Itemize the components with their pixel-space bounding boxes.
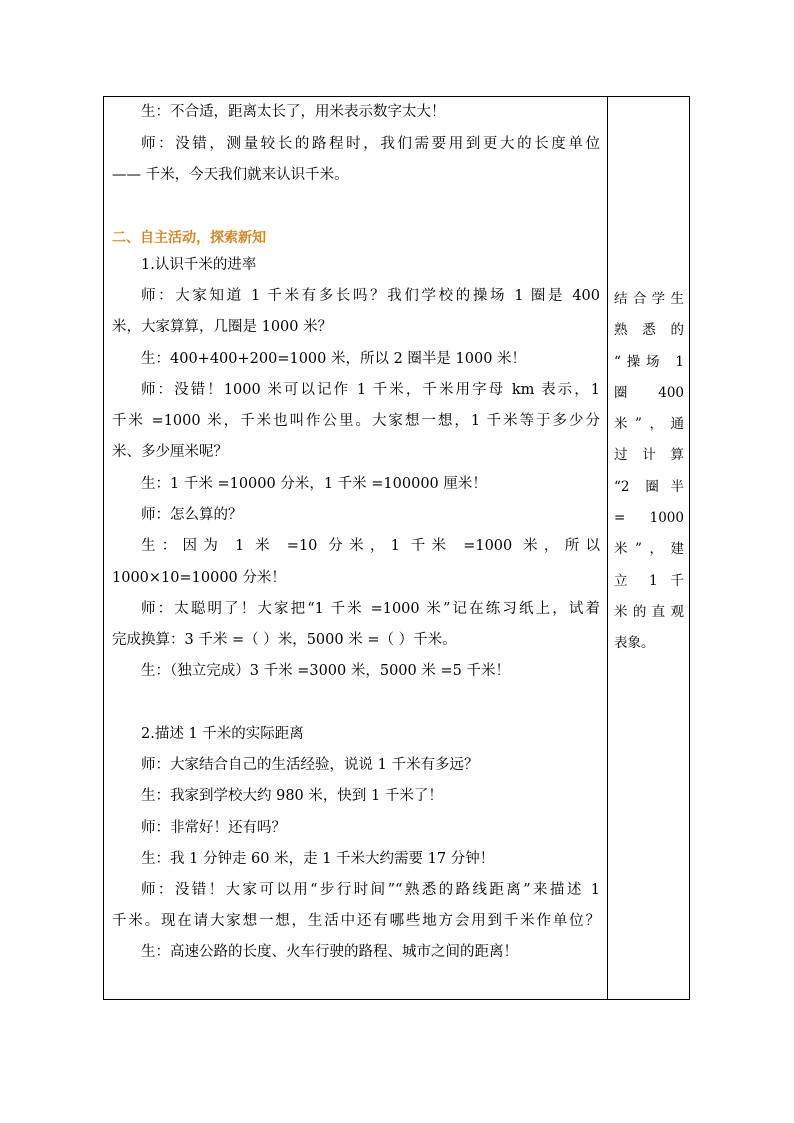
note-line: 米”，通 bbox=[614, 416, 684, 432]
dialogue-line: 米、多少厘米呢？ bbox=[112, 444, 228, 460]
note-line: 立 1 千 bbox=[614, 573, 684, 589]
note-line: “2 圈半 bbox=[614, 479, 684, 495]
dialogue-line: 师：大家结合自己的生活经验，说说 1 千米有多远？ bbox=[141, 757, 479, 773]
note-line: “操场 1 bbox=[614, 354, 684, 370]
dialogue-line: 师：太聪明了！大家把“1 千米 =1000 米”记在练习纸上，试着 bbox=[141, 601, 600, 617]
dialogue-line: 生：不合适，距离太长了，用米表示数字太大！ bbox=[141, 104, 446, 120]
dialogue-line: —— 千米，今天我们就来认识千米。 bbox=[112, 167, 349, 183]
dialogue-line: 师：没错！大家可以用“步行时间”“熟悉的路线距离”来描述 1 bbox=[141, 882, 600, 898]
dialogue-line: 师：没错！1000 米可以记作 1 千米，千米用字母 km 表示，1 bbox=[141, 382, 600, 398]
section-heading: 二、自主活动，探索新知 bbox=[112, 230, 266, 246]
dialogue-line: 完成换算：3 千米 =（ ）米，5000 米 =（ ）千米。 bbox=[112, 632, 457, 648]
note-line: 米的直观 bbox=[614, 604, 684, 620]
subheading: 2.描述 1 千米的实际距离 bbox=[141, 726, 304, 742]
dialogue-line: 师：非常好！还有吗？ bbox=[141, 820, 286, 836]
dialogue-line: 生：高速公路的长度、火车行驶的路程、城市之间的距离！ bbox=[141, 944, 518, 960]
lesson-table bbox=[103, 96, 690, 1000]
dialogue-line: 生：（独立完成）3 千米 =3000 米，5000 米 =5 千米！ bbox=[141, 663, 510, 679]
note-line: 过计算 bbox=[614, 447, 684, 463]
dialogue-line: 师：怎么算的？ bbox=[141, 507, 243, 523]
dialogue-line: 师：大家知道 1 千米有多长吗？我们学校的操场 1 圈是 400 bbox=[141, 288, 600, 304]
dialogue-line: 生：因为 1 米 =10 分米，1 千米 =1000 米，所以 bbox=[141, 538, 600, 554]
note-line: 表象。 bbox=[614, 635, 655, 651]
note-line: 米”，建 bbox=[614, 541, 684, 557]
note-line: 圈 400 bbox=[614, 385, 684, 401]
dialogue-line: 生：我 1 分钟走 60 米，走 1 千米大约需要 17 分钟！ bbox=[141, 851, 495, 867]
dialogue-line: 1000×10=10000 分米！ bbox=[112, 570, 286, 586]
note-line: = 1000 bbox=[614, 510, 684, 526]
subheading: 1.认识千米的进率 bbox=[141, 257, 257, 273]
column-divider bbox=[607, 97, 608, 999]
dialogue-line: 师：没错，测量较长的路程时，我们需要用到更大的长度单位 bbox=[141, 136, 600, 152]
dialogue-line: 米，大家算算，几圈是 1000 米？ bbox=[112, 319, 333, 335]
dialogue-line: 千米 =1000 米，千米也叫作公里。大家想一想，1 千米等于多少分 bbox=[112, 413, 600, 429]
dialogue-line: 生：1 千米 =10000 分米，1 千米 =100000 厘米！ bbox=[141, 476, 487, 492]
dialogue-line: 生：400+400+200=1000 米，所以 2 圈半是 1000 米！ bbox=[141, 351, 527, 367]
note-line: 熟悉的 bbox=[614, 322, 684, 338]
note-line: 结合学生 bbox=[614, 291, 684, 307]
dialogue-line: 生：我家到学校大约 980 米，快到 1 千米了！ bbox=[141, 788, 443, 804]
dialogue-line: 千米。现在请大家想一想，生活中还有哪些地方会用到千米作单位？ bbox=[112, 913, 600, 929]
